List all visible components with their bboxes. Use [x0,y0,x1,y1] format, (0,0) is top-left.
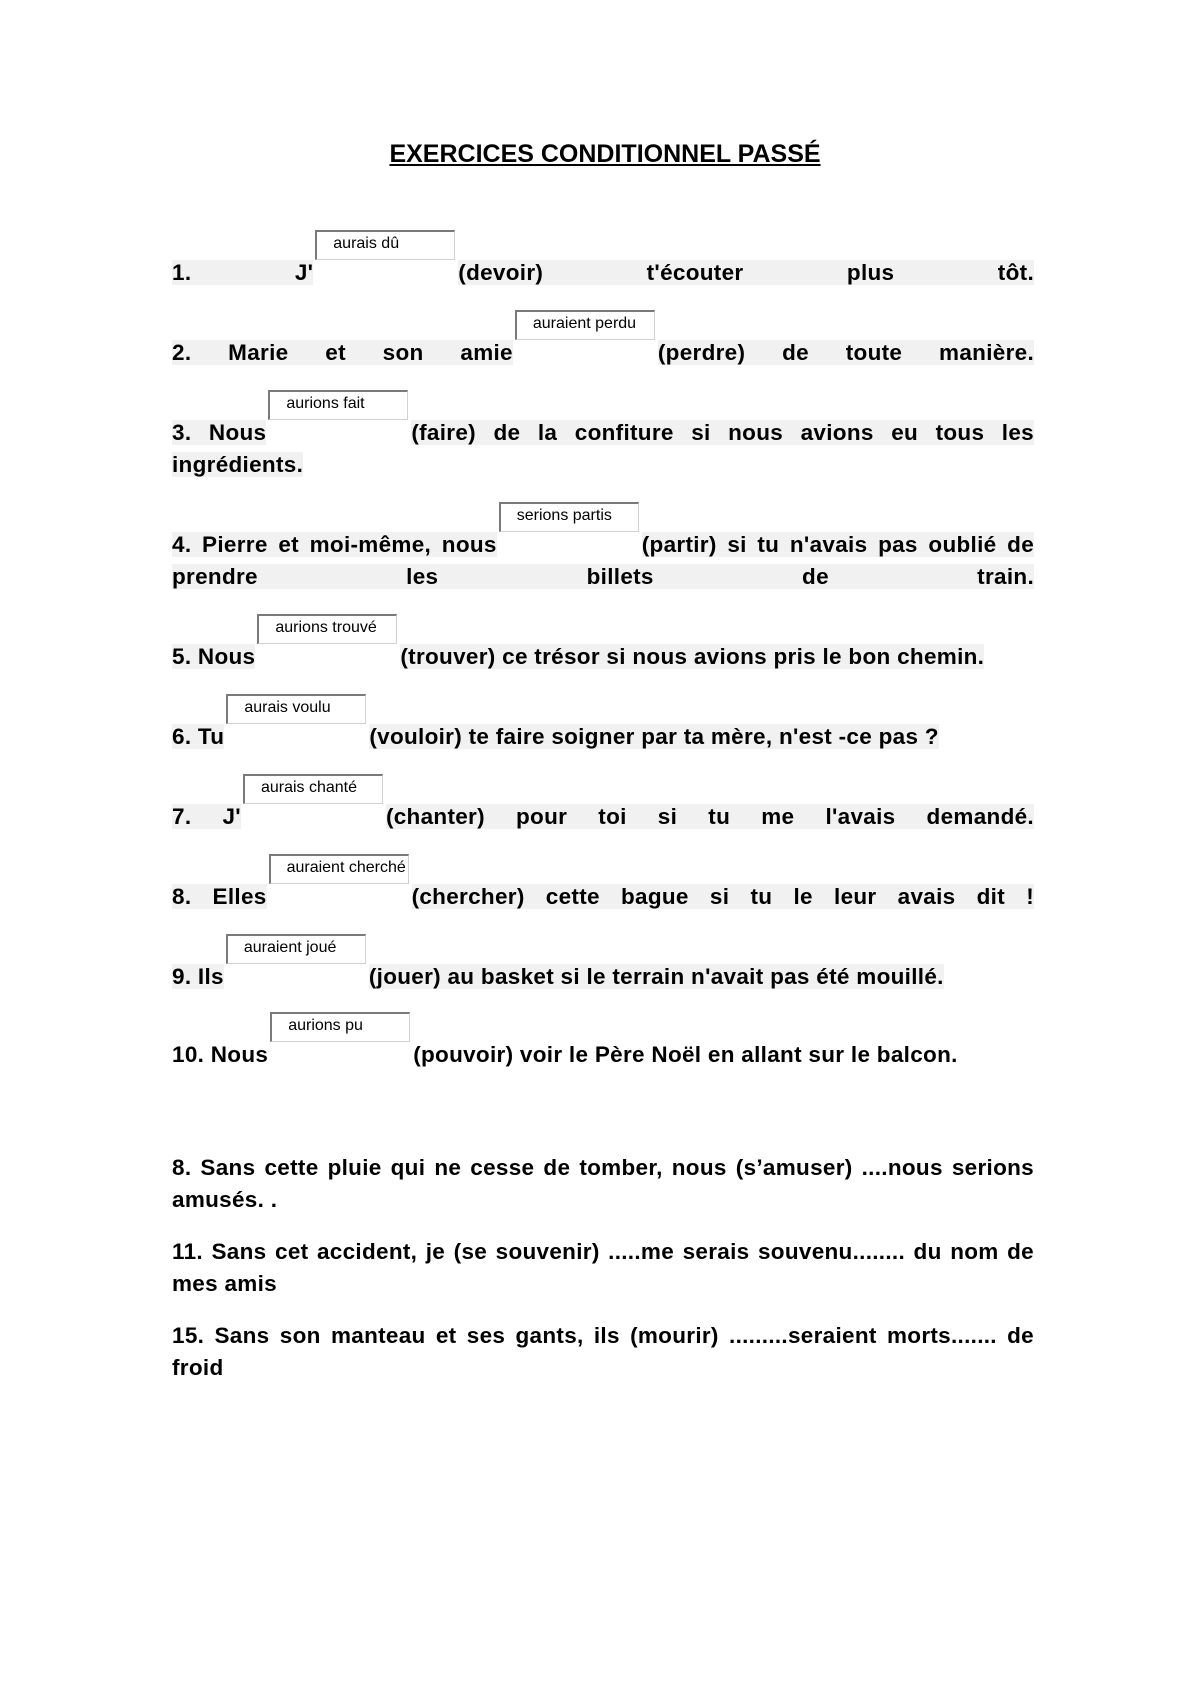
answer-field[interactable]: auraient cherché [269,854,409,884]
answer-field[interactable]: aurions trouvé [257,614,397,644]
exercise-suffix: (pouvoir) voir le Père Noël en allant sur le balcon. [413,1042,958,1067]
exercise-suffix: (jouer) au basket si le terrain n'avait pas été mouillé. [368,964,944,989]
answer-field[interactable]: aurions pu [270,1012,410,1042]
exercise-suffix: (trouver) ce trésor si nous avions pris le bon chemin. [400,644,985,669]
exercise-item-1 [172,235,1034,289]
exercise-prefix: 7. J' [172,804,241,829]
exercise-item-8 [172,859,1034,913]
exercise-suffix: (faire) de la confiture si nous avions eu tous les ingrédients. [172,420,1034,477]
answer-field[interactable]: serions partis [499,502,639,532]
answer-field[interactable]: aurais voulu [226,694,366,724]
exercise-prefix: 6. Tu [172,724,225,749]
page-title: EXERCICES CONDITIONNEL PASSÉ [389,140,821,168]
exercise-suffix: (vouloir) te faire soigner par ta mère, n'est -ce pas ? [369,724,939,749]
extra-exercise-1: 8. Sans cette pluie qui ne cesse de tomber, nous (s’amuser) ....nous serions amusés. . [172,1155,1034,1212]
exercise-prefix: 8. Elles [172,884,267,909]
answer-field[interactable]: aurais chanté [243,774,383,804]
exercise-prefix: 2. Marie et son amie [172,340,513,365]
exercise-item-9 [172,939,1034,993]
exercise-prefix: 3. Nous [172,420,267,445]
exercise-prefix: 5. Nous [172,644,256,669]
exercise-prefix: 4. Pierre et moi-même, nous [172,532,497,557]
exercise-item-10 [172,1017,1034,1071]
exercise-prefix: 1. J' [172,260,314,285]
exercise-item-2 [172,315,1035,369]
exercise-suffix: (chercher) cette bague si tu le leur avais dit ! [411,884,1034,909]
exercise-item-7 [172,779,1034,833]
exercise-suffix: (chanter) pour toi si tu me l'avais demandé. [385,804,1034,829]
exercise-prefix: 10. Nous [172,1042,269,1067]
exercise-suffix: (partir) si tu n'avais pas oublié de prendre les billets de train. [172,532,1035,589]
exercise-item-3 [172,395,1034,481]
extra-exercise-3: 15. Sans son manteau et ses gants, ils (mourir) .........seraient morts....... de froid [172,1323,1034,1380]
exercise-suffix: (perdre) de toute manière. [657,340,1035,365]
exercise-item-4 [172,507,1035,593]
exercise-item-5 [172,619,1034,673]
answer-field[interactable]: auraient joué [226,934,366,964]
exercise-prefix: 9. Ils [172,964,224,989]
extra-exercise-2: 11. Sans cet accident, je (se souvenir) .....me serais souvenu........ du nom de mes amis [172,1239,1034,1296]
answer-field[interactable]: auraient perdu [515,310,655,340]
answer-field[interactable]: aurions fait [268,390,408,420]
exercise-suffix: (devoir) t'écouter plus tôt. [458,260,1034,285]
answer-field[interactable]: aurais dû [315,230,455,260]
exercise-item-6 [172,699,1034,753]
